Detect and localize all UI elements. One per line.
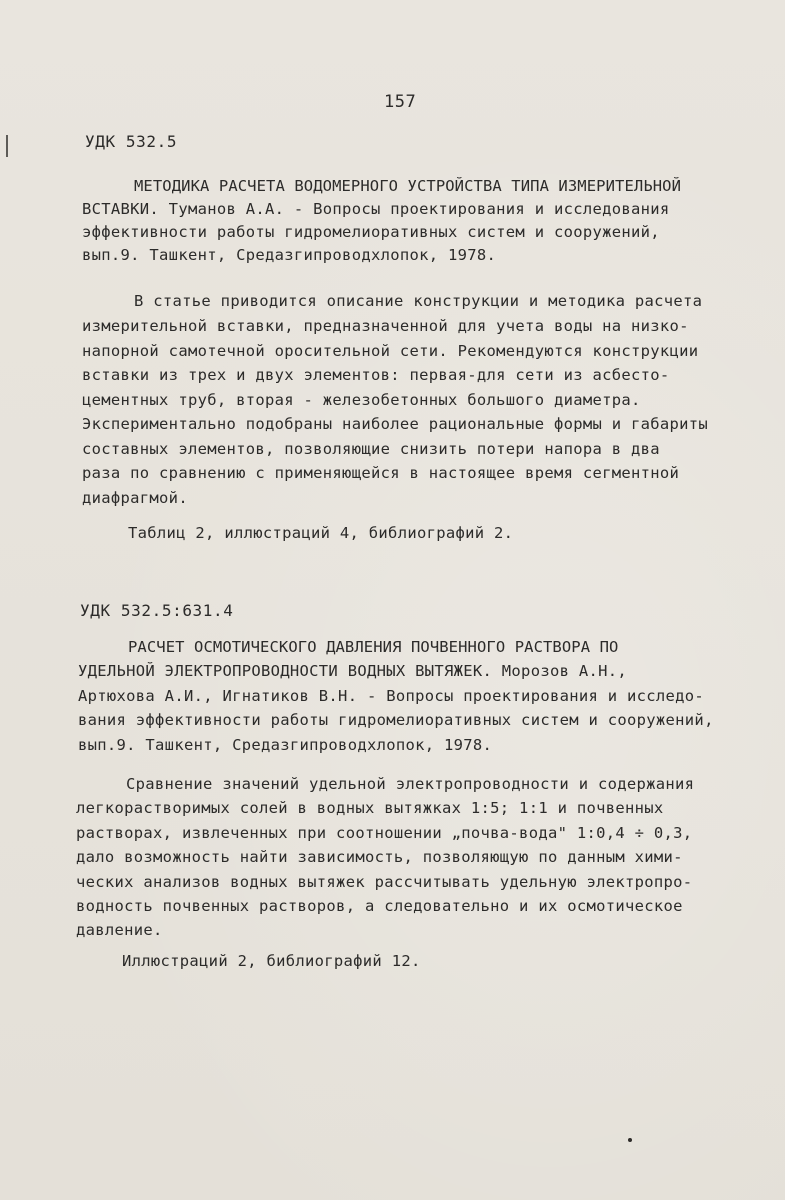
citation-line: эффективности работы гидромелиоративных систем и сооружений, [82, 223, 660, 241]
summary-line: Иллюстраций 2, библиографий 12. [122, 952, 421, 970]
abstract-line: диафрагмой. [82, 489, 188, 507]
page-number: 157 [384, 92, 417, 112]
ink-dot [628, 1138, 632, 1142]
citation-line: РАСЧЕТ ОСМОТИЧЕСКОГО ДАВЛЕНИЯ ПОЧВЕННОГО РАСТВОРА ПО [128, 638, 619, 656]
citation-line: Артюхова А.И., Игнатиков В.Н. - Вопросы проектирования и исследо- [78, 687, 705, 705]
abstract-line: дало возможность найти зависимость, позволяющую по данным хими- [76, 848, 683, 866]
summary-line: Таблиц 2, иллюстраций 4, библиографий 2. [128, 524, 514, 542]
abstract-line: легкорастворимых солей в водных вытяжках 1:5; 1:1 и почвенных [76, 799, 664, 817]
abstract-line: Сравнение значений удельной электропроводности и содержания [126, 775, 695, 793]
abstract-line: раза по сравнению с применяющейся в настоящее время сегментной [82, 464, 680, 482]
abstract-line: вставки из трех и двух элементов: первая-для сети из асбесто- [82, 366, 670, 384]
abstract-line: ческих анализов водных вытяжек рассчитывать удельную электропро- [76, 873, 693, 891]
abstract-line: В статье приводится описание конструкции и методика расчета [134, 292, 703, 310]
abstract-line: цементных труб, вторая - железобетонных большого диаметра. [82, 391, 641, 409]
abstract-line: давление. [76, 921, 163, 939]
citation-line: вания эффективности работы гидромелиоративных систем и сооружений, [78, 711, 714, 729]
abstract-line: растворах, извлеченных при соотношении „почва-вода" 1:0,4 ÷ 0,3, [76, 824, 693, 842]
udk-code: УДК 532.5 [85, 132, 178, 151]
abstract-line: водность почвенных растворов, а следовательно и их осмотическое [76, 897, 683, 915]
citation-line: ВСТАВКИ. Туманов А.А. - Вопросы проектирования и исследования [82, 200, 670, 218]
margin-mark [6, 135, 8, 157]
abstract-line: измерительной вставки, предназначенной для учета воды на низко- [82, 317, 689, 335]
citation-line: вып.9. Ташкент, Средазгипроводхлопок, 1978. [78, 736, 493, 754]
abstract-line: напорной самотечной оросительной сети. Рекомендуются конструкции [82, 342, 699, 360]
citation-line: МЕТОДИКА РАСЧЕТА ВОДОМЕРНОГО УСТРОЙСТВА ТИПА ИЗМЕРИТЕЛЬНОЙ [134, 177, 682, 195]
abstract-line: составных элементов, позволяющие снизить потери напора в два [82, 440, 660, 458]
citation-line: вып.9. Ташкент, Средазгипроводхлопок, 1978. [82, 246, 497, 264]
udk-code: УДК 532.5:631.4 [80, 601, 234, 620]
abstract-line: Экспериментально подобраны наиболее рациональные формы и габариты [82, 415, 709, 433]
citation-line: УДЕЛЬНОЙ ЭЛЕКТРОПРОВОДНОСТИ ВОДНЫХ ВЫТЯЖЕК. Морозов А.Н., [78, 662, 628, 680]
